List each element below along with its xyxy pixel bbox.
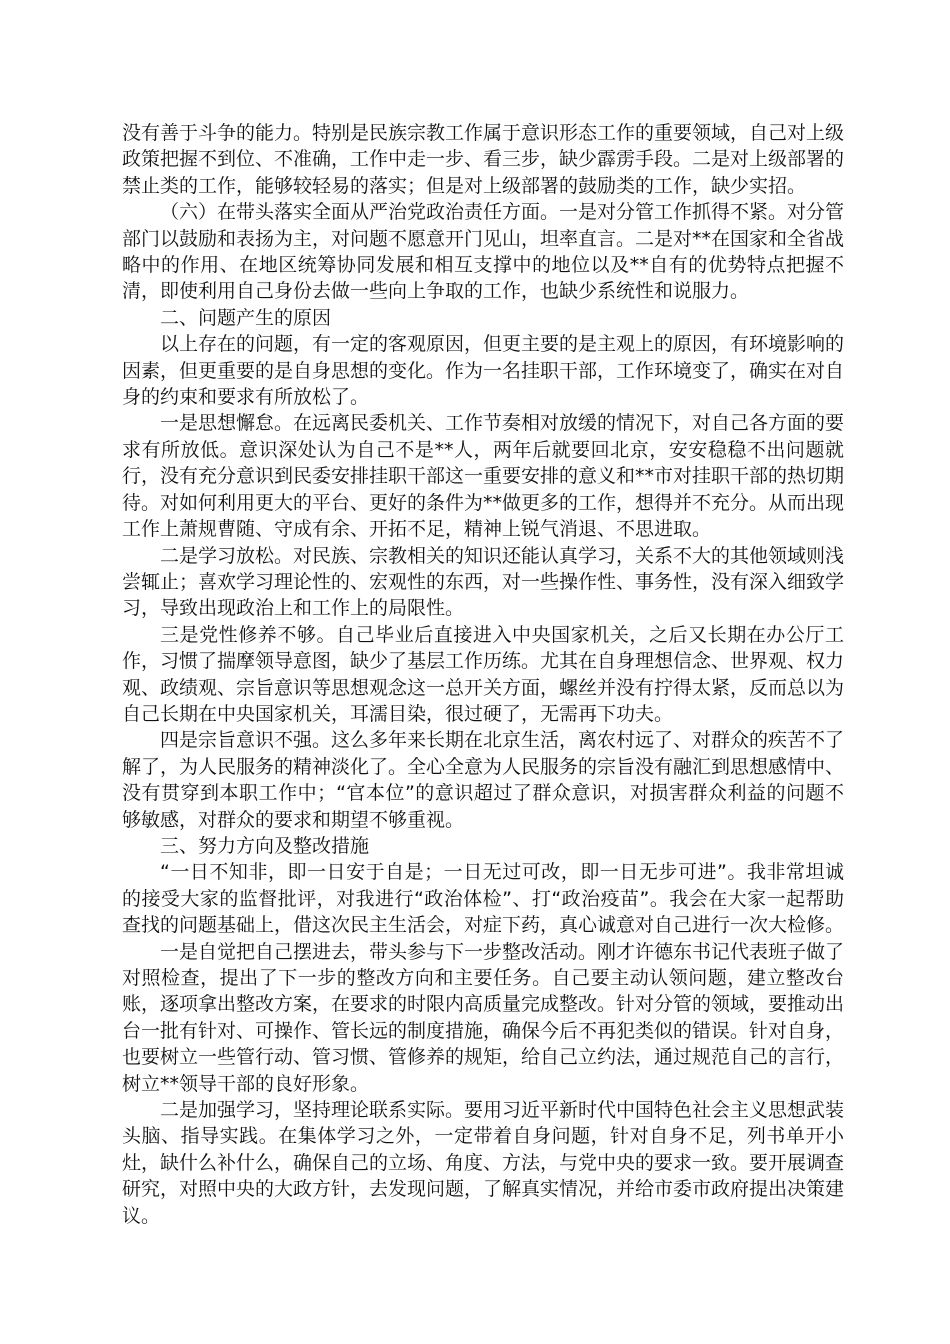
- paragraph-section-six: （六）在带头落实全面从严治党政治责任方面。一是对分管工作抓得不紧。对分管部门以鼓励和表扬为主，对问题不愿意开门见山，坦率直言。二是对**在国家和全省战略中的作用、在地区统筹协同发展和相互支撑中的地位以及**自有的优势特点把握不清，即使利用自己身份去做一些向上争取的工作，也缺少系统性和说服力。: [122, 201, 845, 303]
- document-body: [122, 120, 844, 1229]
- paragraph-measures-intro: “一日不知非，即一日安于自是；一日无过可改，即一日无步可进”。我非常坦诚的接受大家的监督批评，对我进行“政治体检”、打“政治疫苗”。我会在大家一起帮助查找的问题基础上，借这次民主生活会，对症下药，真心诚意对自己进行一次大检修。: [122, 861, 845, 937]
- paragraph-cause-one: 一是思想懈怠。在远离民委机关、工作节奏相对放缓的情况下，对自己各方面的要求有所放低。意识深处认为自己不是**人，两年后就要回北京，安安稳稳不出问题就行，没有充分意识到民委安排挂职干部这一重要安排的意义和**市对挂职干部的热切期待。对如何利用更大的平台、更好的条件为**做更多的工作，想得并不充分。从而出现工作上萧规曹随、守成有余、开拓不足，精神上锐气消退、不思进取。: [122, 412, 845, 541]
- paragraph-measure-one: 一是自觉把自己摆进去，带头参与下一步整改活动。刚才许德东书记代表班子做了对照检查，提出了下一步的整改方向和主要任务。自己要主动认领问题，建立整改台账，逐项拿出整改方案，在要求的时限内高质量完成整改。针对分管的领域，要推动出台一批有针对、可操作、管长远的制度措施，确保今后不再犯类似的错误。针对自身，也要树立一些管行动、管习惯、管修养的规矩，给自己立约法，通过规范自己的言行，树立**领导干部的良好形象。: [122, 940, 845, 1095]
- paragraph-continuation: 没有善于斗争的能力。特别是民族宗教工作属于意识形态工作的重要领域，自己对上级政策把握不到位、不准确，工作中走一步、看三步，缺少霹雳手段。二是对上级部署的禁止类的工作，能够较轻易的落实；但是对上级部署的鼓励类的工作，缺少实招。: [122, 122, 845, 197]
- paragraph-cause-two: 二是学习放松。对民族、宗教相关的知识还能认真学习，关系不大的其他领域则浅尝辄止；喜欢学习理论性的、宏观性的东西，对一些操作性、事务性，没有深入细致学习，导致出现政治上和工作上的局限性。: [122, 544, 845, 620]
- paragraph-measure-two: 二是加强学习，坚持理论联系实际。要用习近平新时代中国特色社会主义思想武装头脑、指导实践。在集体学习之外，一定带着自身问题，针对自身不足，列书单开小灶，缺什么补什么，确保自己的立场、角度、方法，与党中央的要求一致。要开展调查研究，对照中央的大政方针，去发现问题，了解真实情况，并给市委市政府提出决策建议。: [122, 1099, 845, 1227]
- paragraph-cause-four: 四是宗旨意识不强。这么多年来长期在北京生活，离农村远了、对群众的疾苦不了解了，为人民服务的精神淡化了。全心全意为人民服务的宗旨没有融汇到思想感情中、没有贯穿到本职工作中；“官本位”的意识超过了群众意识，对损害群众利益的问题不够敏感，对群众的要求和期望不够重视。: [122, 729, 845, 831]
- heading-problem-causes: 二、问题产生的原因: [160, 306, 332, 329]
- heading-rectification-measures: 三、努力方向及整改措施: [160, 834, 370, 857]
- paragraph-cause-three: 三是党性修养不够。自己毕业后直接进入中央国家机关，之后又长期在办公厅工作，习惯了揣摩领导意图，缺少了基层工作历练。尤其在自身理想信念、世界观、权力观、政绩观、宗旨意识等思想观念这一总开关方面，螺丝并没有拧得太紧，反而总以为自己长期在中央国家机关，耳濡目染，很过硬了，无需再下功夫。: [122, 623, 845, 725]
- paragraph-causes-intro: 以上存在的问题，有一定的客观原因，但更主要的是主观上的原因，有环境影响的因素，但更重要的是自身思想的变化。作为一名挂职干部，工作环境变了，确实在对自身的约束和要求有所放松了。: [122, 333, 845, 409]
